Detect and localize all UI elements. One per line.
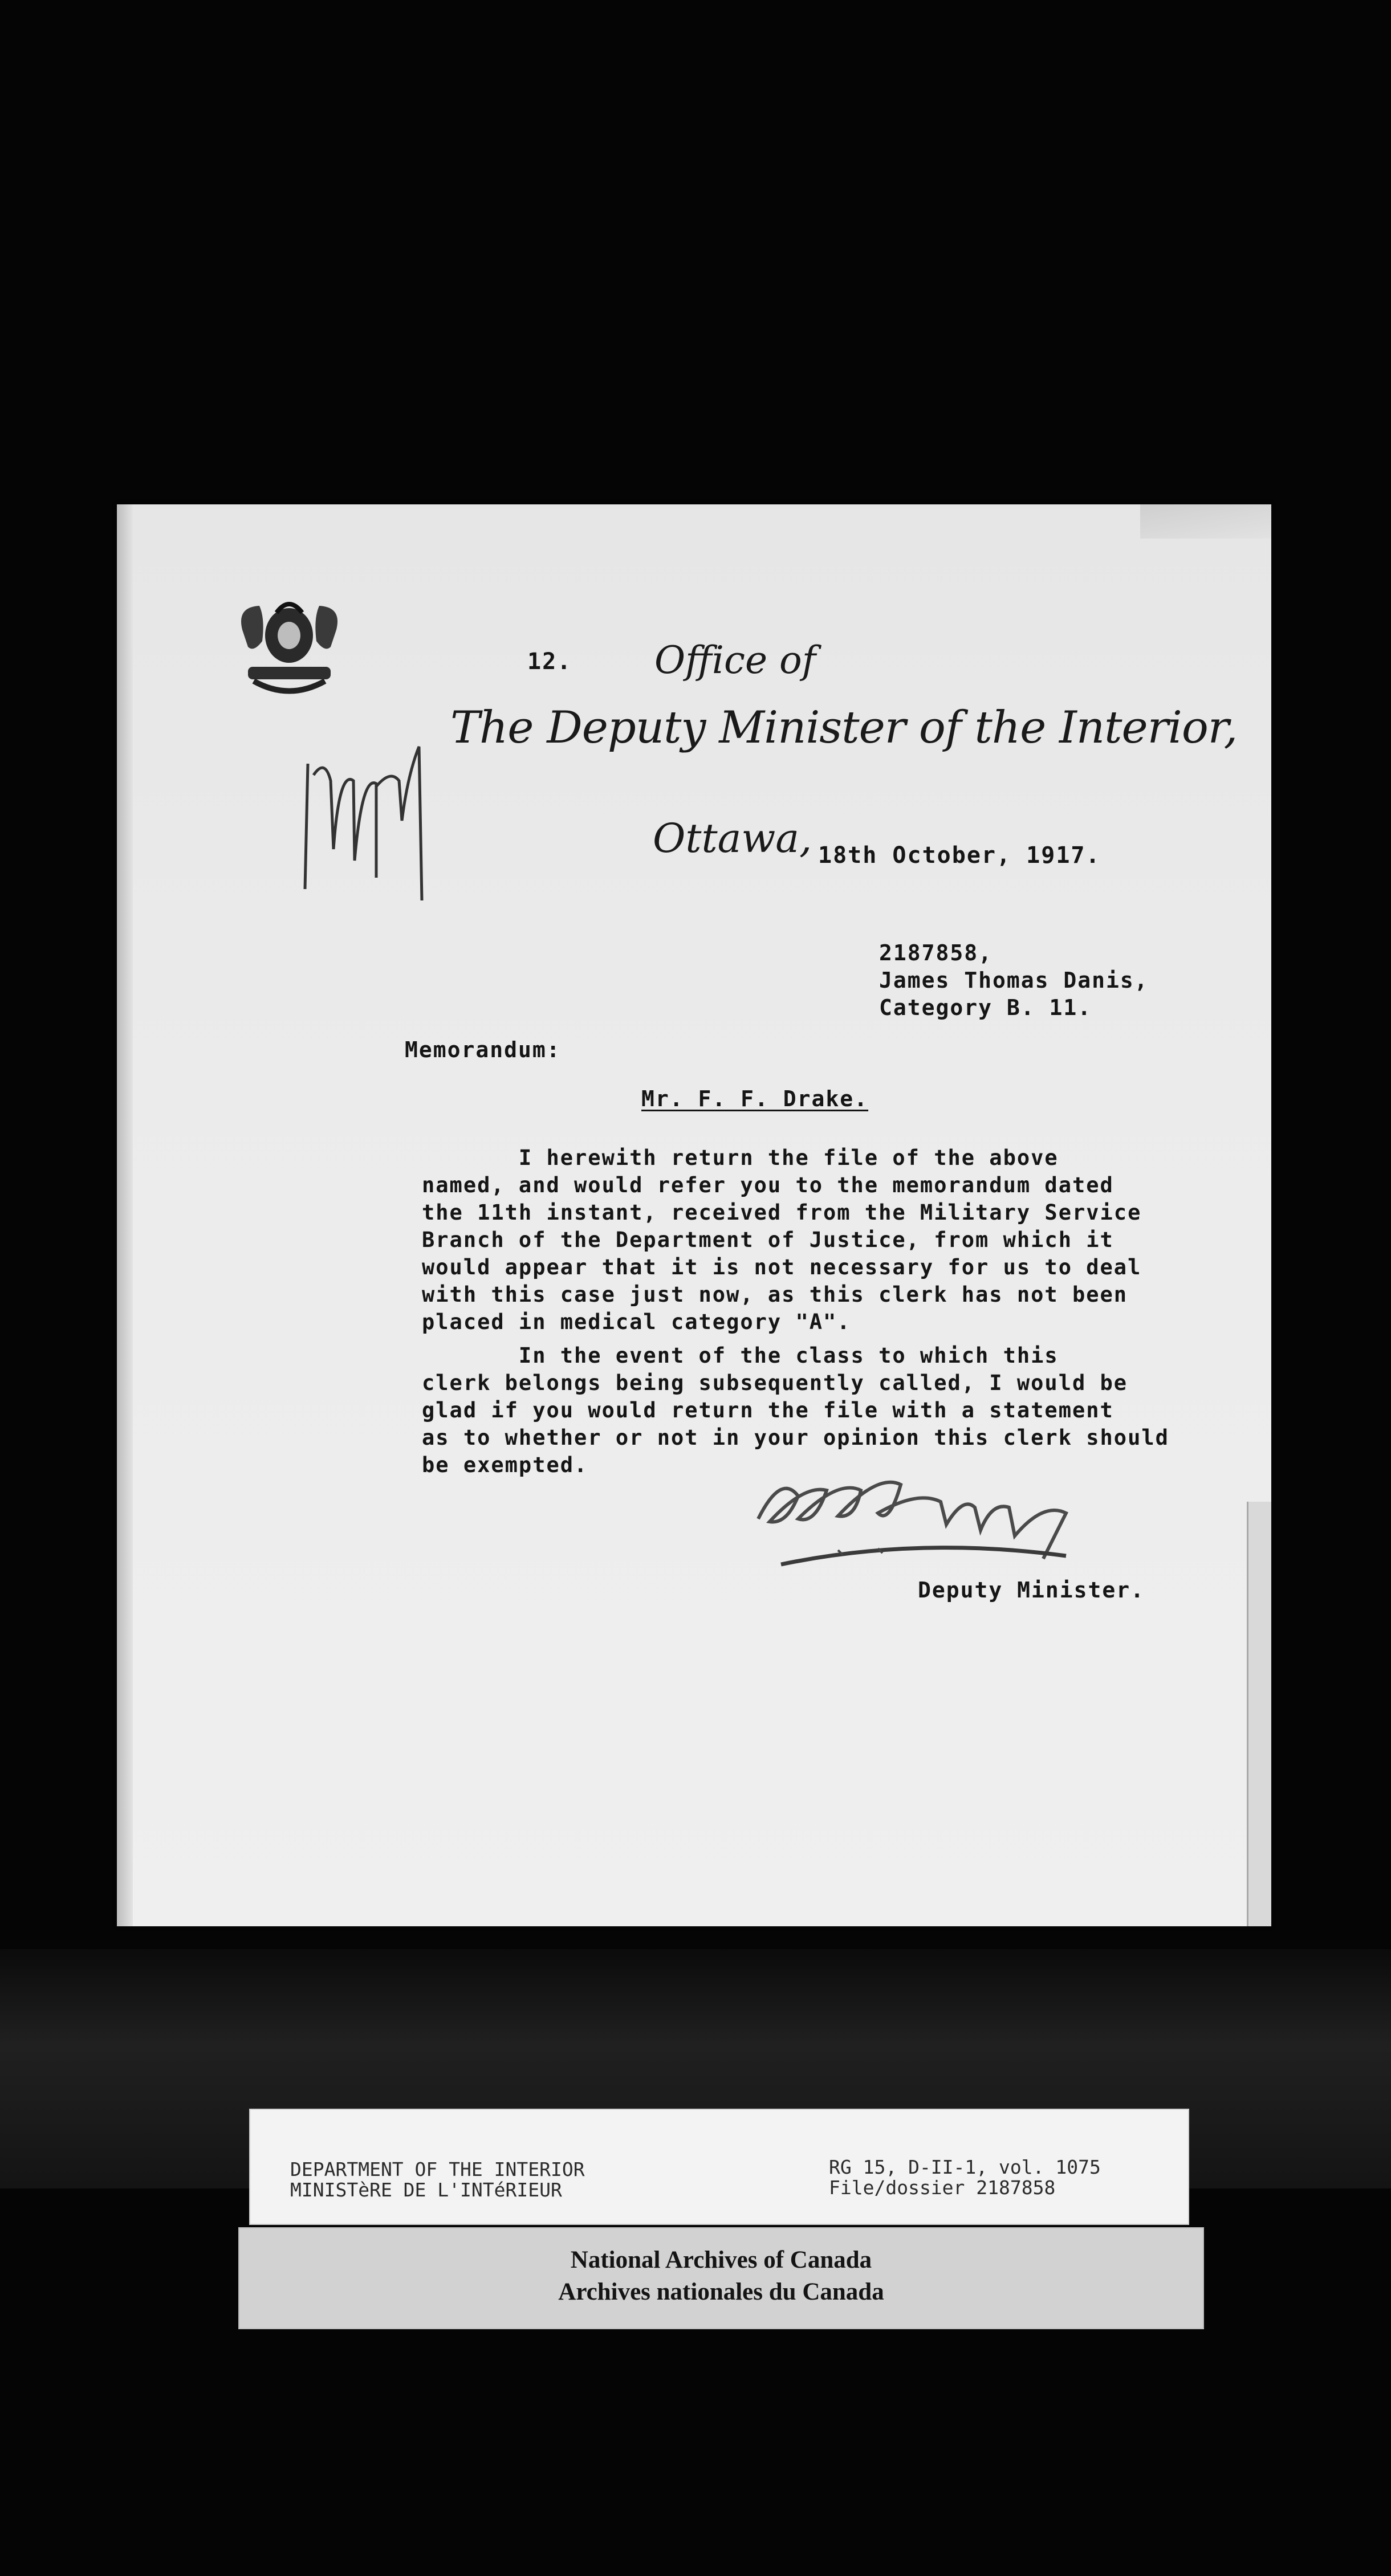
- department-fr: MINISTèRE DE L'INTéRIEUR: [290, 2179, 562, 2201]
- department-en: DEPARTMENT OF THE INTERIOR: [290, 2158, 585, 2180]
- signature-icon: [747, 1450, 1117, 1599]
- memo-paragraph-1: [422, 1144, 1141, 1336]
- text-line: glad if you would return the file with a statement: [422, 1398, 1114, 1422]
- reference-line: 2187858,: [879, 940, 993, 965]
- signatory-title: Deputy Minister.: [918, 1578, 1145, 1603]
- archive-name-en: National Archives of Canada: [570, 2247, 872, 2273]
- text-line: with this case just now, as this clerk has not been: [422, 1282, 1128, 1307]
- file-reference: [829, 2157, 1101, 2198]
- text-line: be exempted.: [422, 1453, 588, 1477]
- reference-block: [879, 939, 1149, 1021]
- handwritten-initials-icon: [291, 735, 428, 906]
- text-line: clerk belongs being subsequently called, I would be: [422, 1371, 1128, 1395]
- memo-heading: Memorandum:: [405, 1037, 561, 1062]
- letterhead-department: The Deputy Minister of the Interior,: [450, 702, 1238, 753]
- text-line: I herewith return the file of the above: [422, 1146, 1059, 1170]
- text-line: In the event of the class to which this: [422, 1343, 1059, 1368]
- attached-strip: [1247, 1502, 1271, 1926]
- memo-addressee: Mr. F. F. Drake.: [641, 1086, 869, 1111]
- reference-line: Category B. 11.: [879, 995, 1092, 1020]
- archive-name-label: [238, 2227, 1204, 2329]
- record-group: RG 15, D-II-1, vol. 1075: [829, 2156, 1101, 2178]
- department-names: [290, 2159, 585, 2200]
- letterhead-place: Ottawa,: [653, 815, 812, 862]
- text-line: placed in medical category "A".: [422, 1310, 851, 1334]
- text-line: the 11th instant, received from the Military Service: [422, 1200, 1142, 1225]
- text-line: Branch of the Department of Justice, from which it: [422, 1228, 1114, 1252]
- archive-reference-label: [249, 2109, 1189, 2225]
- page-edge: [117, 504, 133, 1926]
- text-line: as to whether or not in your opinion this clerk should: [422, 1425, 1169, 1450]
- text-line: would appear that it is not necessary for us to deal: [422, 1255, 1142, 1279]
- memo-number: 12.: [527, 649, 572, 675]
- archive-name-fr: Archives nationales du Canada: [558, 2279, 884, 2305]
- coat-of-arms-icon: [231, 596, 348, 701]
- torn-corner: [1140, 504, 1271, 539]
- text-line: named, and would refer you to the memorandum dated: [422, 1173, 1114, 1197]
- reference-line: James Thomas Danis,: [879, 968, 1149, 993]
- memo-date: 18th October, 1917.: [818, 842, 1101, 869]
- letterhead-office: Office of: [654, 638, 816, 682]
- file-number: File/dossier 2187858: [829, 2176, 1056, 2199]
